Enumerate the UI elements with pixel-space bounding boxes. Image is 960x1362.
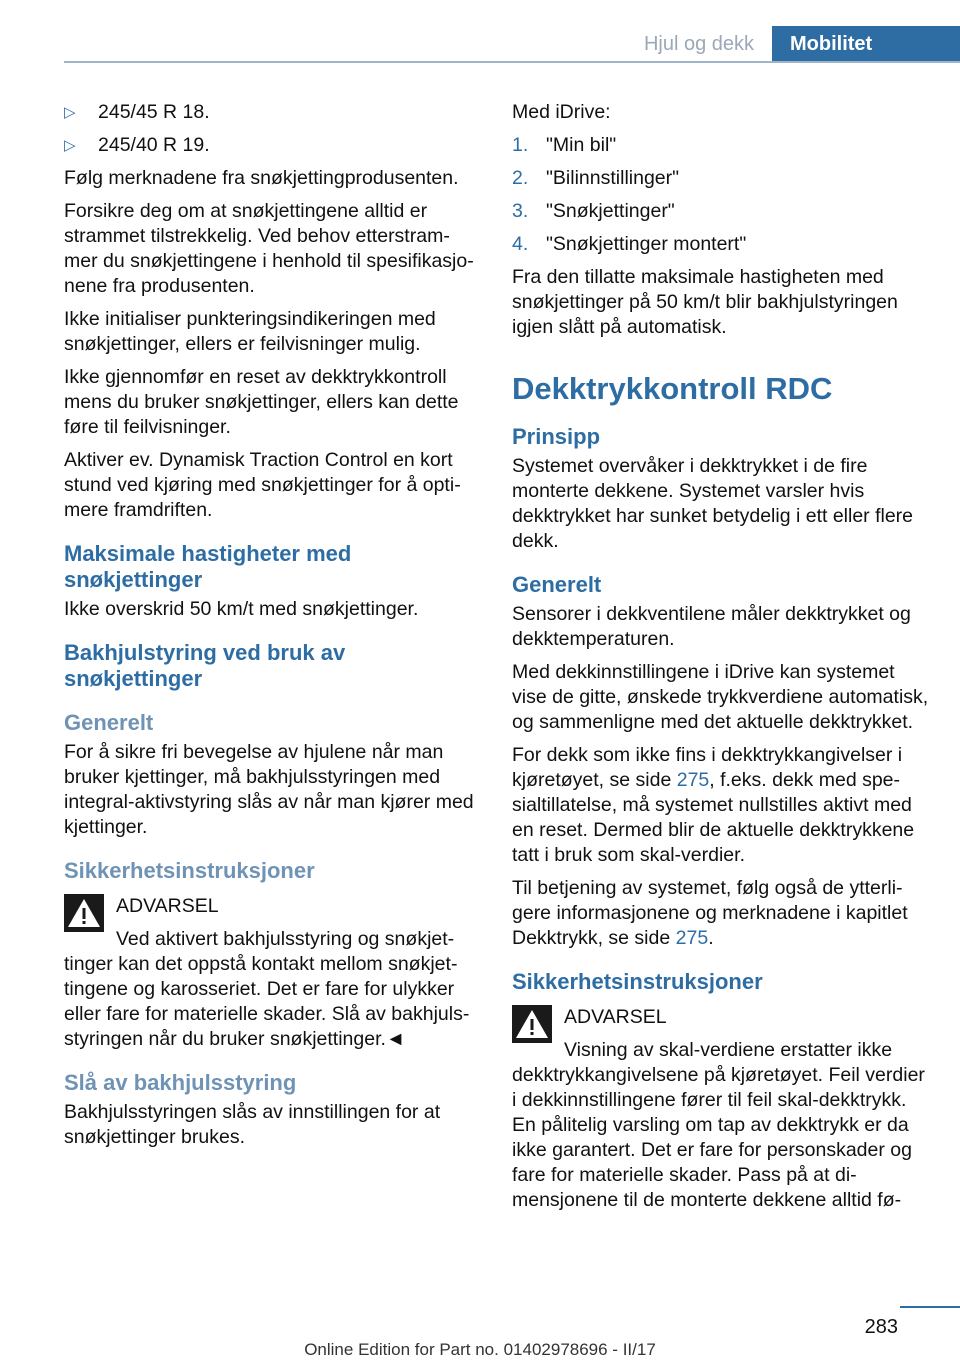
step-text: "Bilinnstillinger": [546, 167, 680, 189]
list-item: [512, 166, 932, 191]
step-text: "Snøkjettinger": [546, 200, 675, 222]
section-heading: Maksimale hastigheter med snøkjettinger: [64, 541, 352, 592]
step-text: "Min bil": [546, 134, 617, 156]
step-text: "Snøkjettinger montert": [546, 233, 747, 255]
bullet-item: [64, 133, 476, 158]
paragraph-text: For dekk som ikke fins i dekktrykkangivelser i kjøretøyet, se side: [512, 744, 903, 791]
paragraph: Følg merknadene fra snøkjettingprodusenten.: [64, 167, 459, 189]
section-heading: Generelt: [512, 572, 602, 597]
section-heading: Prinsipp: [512, 424, 601, 449]
step-number: 3.: [512, 200, 529, 222]
paragraph: Med iDrive:: [512, 101, 611, 123]
bullet-text: 245/40 R 19.: [98, 134, 210, 156]
paragraph: Aktiver ev. Dynamisk Traction Control en kort stund ved kjøring med snøkjettinger for å optimere framdriften.: [64, 449, 461, 521]
list-item: [512, 133, 932, 158]
warning-icon: [512, 1005, 552, 1043]
header-tabs: [626, 26, 960, 62]
paragraph: Systemet overvåker i dekktrykket i de fire monterte dekkene. Systemet varsler hvis dekktrykket har sunket betydelig i ett eller flere dekk.: [512, 455, 914, 552]
warning-text: Visning av skal-verdiene erstatter ikke dekktrykkangivelsene på kjøretøyet. Feil verdier i dekkinnstillingene fører til feil skal-dekktrykk. En pålitelig varsling om tap av dekktrykk er da ikke garantert. Det er fare for personskader og fare for materielle skader. Pass på at dimensjonene til de monterte dekkene alltid fø-: [512, 1039, 925, 1211]
warning-box: [64, 894, 476, 1052]
paragraph: Ikke initialiser punkteringsindikeringen med snøkjettinger, ellers er feilvisninger mulig.: [64, 308, 436, 355]
paragraph-text: Til betjening av systemet, følg også de ytterligere informasjonene og merknadene i kapitlet Dekktrykk, se side: [512, 877, 908, 949]
section-tab[interactable]: Hjul og dekk: [626, 26, 772, 62]
paragraph: Ikke overskrid 50 km/t med snøkjettinger.: [64, 598, 419, 620]
left-column: [64, 100, 476, 1158]
paragraph: [512, 743, 932, 868]
list-item: [512, 232, 932, 257]
footer-rule: [900, 1306, 960, 1308]
subsection-heading: Sikkerhetsinstruksjoner: [64, 858, 315, 883]
subsection-heading: Slå av bakhjulsstyring: [64, 1070, 297, 1095]
right-column: [512, 100, 932, 1221]
chapter-title: Dekktrykkontroll RDC: [512, 371, 833, 406]
page-link[interactable]: 275: [675, 927, 709, 949]
warning-box: [512, 1005, 932, 1213]
section-heading: Bakhjulstyring ved bruk av snøkjettinger: [64, 640, 346, 691]
triangle-bullet-icon: ▷: [64, 137, 76, 154]
paragraph: Sensorer i dekkventilene måler dekktrykket og dekktemperaturen.: [512, 603, 911, 650]
bullet-item: [64, 100, 476, 125]
paragraph: Bakhjulsstyringen slås av innstillingen for at snøkjettinger brukes.: [64, 1101, 441, 1148]
paragraph-text: .: [708, 927, 714, 949]
list-item: [512, 199, 932, 224]
paragraph: For å sikre fri bevegelse av hjulene når man bruker kjettinger, må bakhjulsstyringen med integral-aktivstyring slås av når man kjører med kjettinger.: [64, 741, 474, 838]
warning-text: Ved aktivert bakhjulsstyring og snøkjettinger kan det oppstå kontakt mellom snøkjettingene og karosseriet. Det er fare for ulykker eller fare for materielle skader. Slå av bakhjulsstyringen når du bruker snøkjettinger.◄: [64, 928, 470, 1050]
warning-icon: [64, 894, 104, 932]
footer-edition: Online Edition for Part no. 01402978696 - II/17: [304, 1340, 656, 1359]
section-heading: Sikkerhetsinstruksjoner: [512, 969, 763, 994]
paragraph-text: , f.eks. dekk med spesialtillatelse, må systemet nullstilles aktivt med en reset. Dermed blir de aktuelle dekktrykkene tatt i bruk som skal-verdier.: [512, 769, 915, 866]
triangle-bullet-icon: ▷: [64, 104, 76, 121]
paragraph: Ikke gjennomfør en reset av dekktrykkontroll mens du bruker snøkjettinger, ellers kan dette føre til feilvisninger.: [64, 366, 459, 438]
paragraph: Fra den tillatte maksimale hastigheten med snøkjettinger på 50 km/t blir bakhjulstyringen igjen slått på automatisk.: [512, 266, 898, 338]
paragraph: Forsikre deg om at snøkjettingene alltid er strammet tilstrekkelig. Ved behov etterstrammer du snøkjettingene i henhold til spesifikasjonene fra produsenten.: [64, 200, 474, 297]
header-rule: [64, 61, 960, 63]
warning-title: ADVARSEL: [564, 1006, 667, 1028]
step-number: 1.: [512, 134, 529, 156]
step-number: 4.: [512, 233, 529, 255]
warning-title: ADVARSEL: [116, 895, 219, 917]
paragraph: [512, 876, 932, 951]
chapter-tab[interactable]: Mobilitet: [772, 26, 960, 62]
bullet-text: 245/45 R 18.: [98, 101, 210, 123]
page-number: 283: [864, 1316, 898, 1338]
page-link[interactable]: 275: [676, 769, 710, 791]
subsection-heading: Generelt: [64, 710, 154, 735]
paragraph: Med dekkinnstillingene i iDrive kan systemet vise de gitte, ønskede trykkverdiene automatisk, og sammenligne med det aktuelle dekktrykket.: [512, 661, 929, 733]
step-number: 2.: [512, 167, 529, 189]
